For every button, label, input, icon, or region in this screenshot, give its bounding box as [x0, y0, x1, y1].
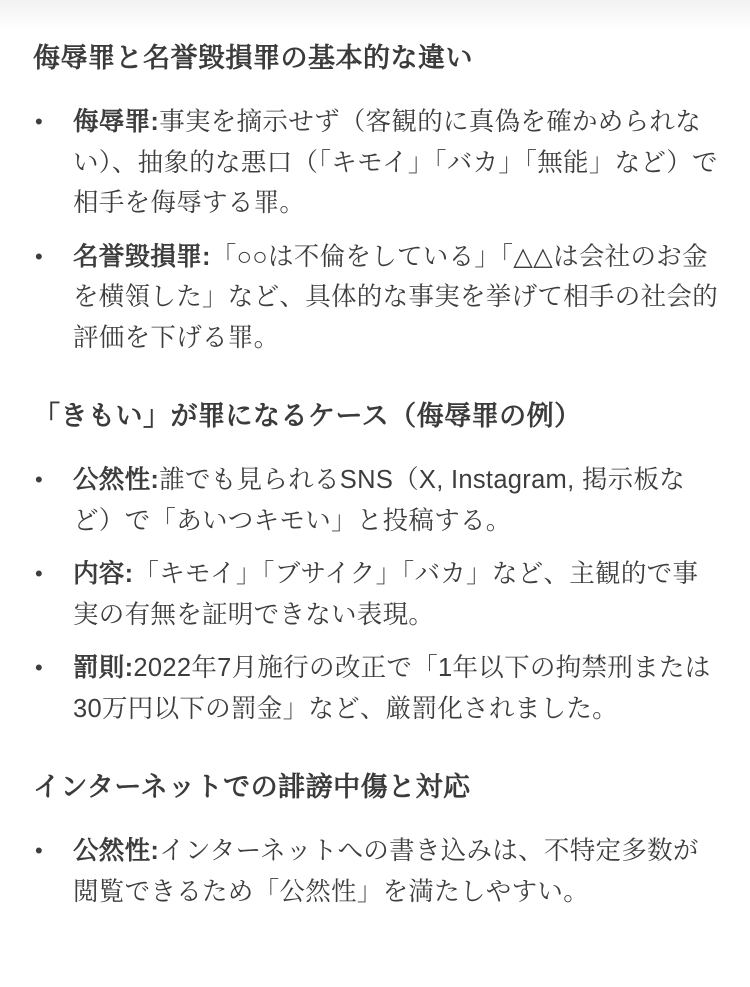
top-fade	[0, 0, 750, 30]
item-label: 公然性:	[73, 466, 160, 494]
section-heading: 侮辱罪と名誉毀損罪の基本的な違い	[33, 43, 473, 73]
list-item	[33, 831, 723, 912]
list-item	[33, 648, 723, 729]
item-text: 誰でも見られるSNS（X, Instagram, 掲示板など）で「あいつキモい」と投稿する。	[73, 466, 686, 535]
item-text: 「○○は不倫をしている」「△△は会社のお金を横領した」など、具体的な事実を挙げて相手の社会的評価を下げる罪。	[73, 242, 719, 352]
item-text: 事実を摘示せず（客観的に真偽を確かめられない）、抽象的な悪口（「キモイ」「バカ」「無能」など）で相手を侮辱する罪。	[73, 108, 718, 217]
article-content	[33, 38, 723, 912]
bullet-list	[33, 102, 723, 358]
bullet-icon: •	[35, 561, 44, 586]
bullet-icon: •	[35, 655, 44, 680]
item-text: インターネットへの書き込みは、不特定多数が閲覧できるため「公然性」を満たしやすい。	[73, 837, 699, 906]
item-label: 公然性:	[73, 837, 160, 865]
item-label: 名誉毀損罪:	[73, 242, 211, 271]
item-label: 罰則:	[73, 654, 134, 682]
list-item	[33, 102, 723, 224]
item-label: 内容:	[73, 560, 134, 588]
bullet-icon: •	[35, 109, 44, 134]
bullet-icon: •	[35, 243, 44, 269]
list-item	[33, 460, 723, 541]
section-difference	[33, 38, 723, 358]
section-heading: 「きもい」が罪になるケース（侮辱罪の例）	[33, 401, 582, 431]
bullet-list	[33, 831, 723, 912]
bullet-list	[33, 460, 723, 729]
list-item	[33, 554, 723, 635]
section-heading: インターネットでの誹謗中傷と対応	[33, 772, 471, 802]
item-label: 侮辱罪:	[73, 108, 160, 136]
section-kimoi-cases	[33, 396, 723, 729]
list-item	[33, 237, 723, 359]
bullet-icon: •	[35, 838, 44, 863]
section-internet	[33, 767, 723, 912]
bullet-icon: •	[35, 467, 44, 492]
item-text: 「キモイ」「ブサイク」「バカ」など、主観的で事実の有無を証明できない表現。	[73, 560, 699, 629]
item-text: 2022年7月施行の改正で「1年以下の拘禁刑または30万円以下の罰金」など、厳罰化されました。	[73, 654, 711, 723]
